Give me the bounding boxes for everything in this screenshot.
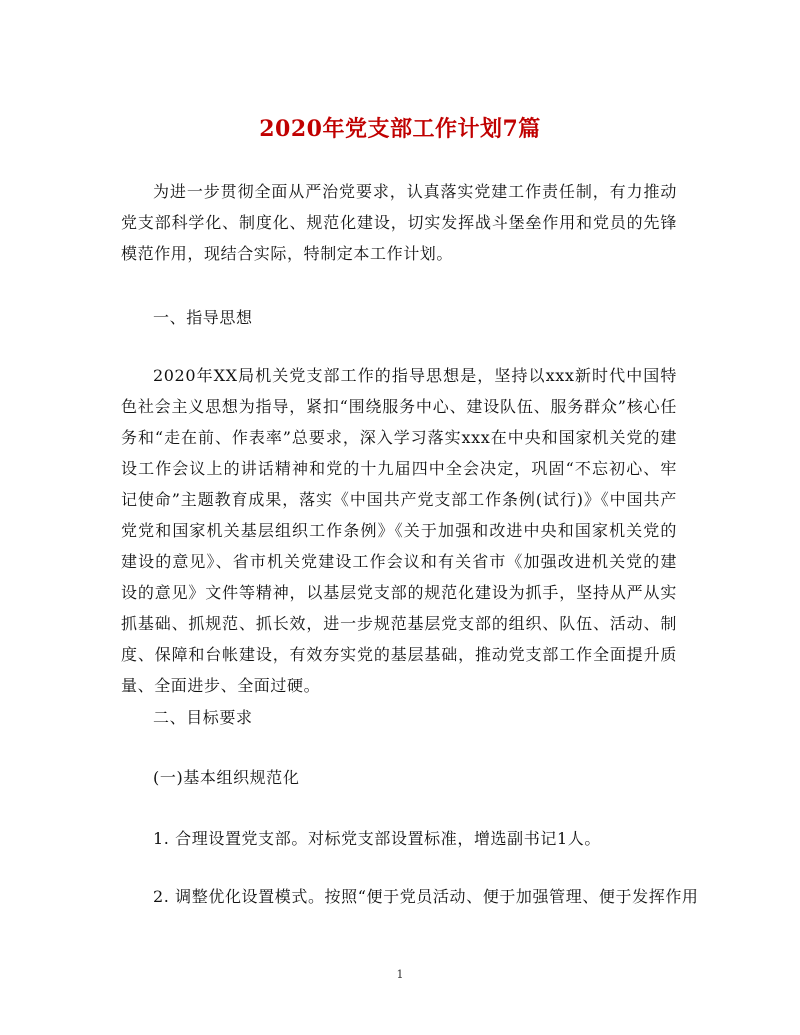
section1-paragraph: 2020年XX局机关党支部工作的指导思想是，坚持以xxx新时代中国特色社会主义思想为指导，紧扣“围绕服务中心、建设队伍、服务群众”核心任务和“走在前、作表率”总要求，深入学习落实xxx在中央和国家机关党的建设工作会议上的讲话精神和党的十九届四中全会决定，巩固“不忘初心、牢记使命”主题教育成果，落实《中国共产党支部工作条例(试行)》《中国共产党党和国家机关基层组织工作条例》《关于加强和改进中央和国家机关党的建设的意见》、省市机关党建设工作会议和有关省市《加强改进机关党的建设的意见》文件等精神，以基层党支部的规范化建设为抓手，坚持从严从实抓基础、抓规范、抓长效，进一步规范基层党支部的组织、队伍、活动、制度、保障和台帐建设，有效夯实党的基层基础，推动党支部工作全面提升质量、全面进步、全面过硬。 (121, 366, 677, 695)
section2-heading: 二、目标要求 (153, 708, 253, 727)
subsection1-heading: (一)基本组织规范化 (153, 768, 300, 787)
intro-paragraph: 为进一步贯彻全面从严治党要求，认真落实党建工作责任制，有力推动党支部科学化、制度化、规范化建设，切实发挥战斗堡垒作用和党员的先锋模范作用，现结合实际，特制定本工作计划。 (121, 182, 677, 263)
list-item-2: 2. 调整优化设置模式。按照“便于党员活动、便于加强管理、便于发挥作用 (153, 887, 699, 906)
page-number: 1 (396, 968, 404, 981)
section1-heading: 一、指导思想 (153, 308, 253, 327)
list-item-1: 1. 合理设置党支部。对标党支部设置标准，增选副书记1人。 (153, 829, 601, 848)
document-title: 2020年党支部工作计划7篇 (259, 116, 541, 142)
